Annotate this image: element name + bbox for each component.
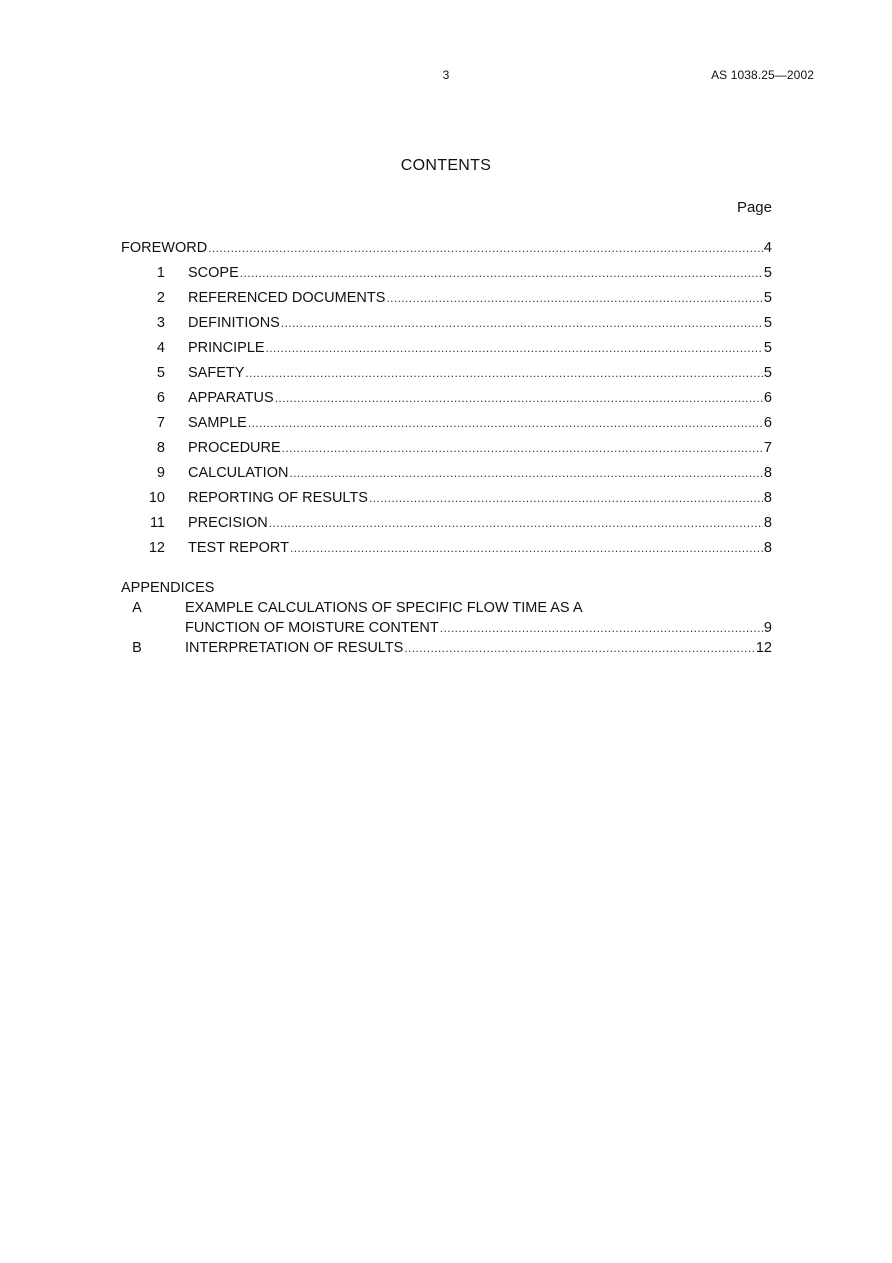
toc-entry-number: 5 — [156, 365, 165, 381]
appendix-title-line1: EXAMPLE CALCULATIONS OF SPECIFIC FLOW TIME AS A — [185, 600, 583, 616]
appendix-entry-a[interactable] — [121, 599, 772, 619]
appendix-letter: B — [132, 640, 142, 656]
dot-leader — [290, 539, 763, 557]
dot-leader — [369, 489, 763, 507]
toc-entry-number: 10 — [148, 490, 165, 506]
document-id: AS 1038.25—2002 — [711, 68, 814, 82]
toc-entry-title: REFERENCED DOCUMENTS — [188, 290, 386, 306]
toc-entry-calculation[interactable] — [121, 464, 772, 489]
table-of-contents — [121, 239, 772, 564]
toc-entry-referenced-documents[interactable] — [121, 289, 772, 314]
toc-entry-reporting-of-results[interactable] — [121, 489, 772, 514]
toc-entry-title: TEST REPORT — [188, 540, 289, 556]
toc-entry-title: APPARATUS — [188, 390, 274, 406]
appendix-letter: A — [132, 600, 142, 616]
toc-entry-title: PRECISION — [188, 515, 268, 531]
toc-entry-sample[interactable] — [121, 414, 772, 439]
toc-entry-number: 12 — [148, 540, 165, 556]
toc-entry-title: SCOPE — [188, 265, 239, 281]
toc-entry-page: 5 — [763, 340, 772, 356]
toc-entry-page: 5 — [763, 315, 772, 331]
page-column-label: Page — [736, 199, 772, 216]
appendix-page: 12 — [755, 640, 772, 656]
toc-entry-title: SAMPLE — [188, 415, 247, 431]
toc-entry-title: DEFINITIONS — [188, 315, 280, 331]
toc-entry-number: 7 — [156, 415, 165, 431]
toc-entry-number: 8 — [156, 440, 165, 456]
toc-entry-number: 3 — [156, 315, 165, 331]
toc-entry-title: PROCEDURE — [188, 440, 281, 456]
toc-entry-page: 5 — [763, 290, 772, 306]
page-number: 3 — [442, 68, 450, 82]
toc-entry-page: 6 — [763, 390, 772, 406]
dot-leader — [248, 414, 763, 432]
appendices-heading: APPENDICES — [121, 580, 215, 596]
appendix-title-line1: INTERPRETATION OF RESULTS — [185, 640, 404, 656]
toc-entry-foreword[interactable] — [121, 239, 772, 264]
toc-entry-number: 6 — [156, 390, 165, 406]
toc-entry-page: 8 — [763, 515, 772, 531]
toc-entry-number: 11 — [149, 515, 165, 531]
toc-entry-page: 5 — [763, 365, 772, 381]
appendix-title-line2: FUNCTION OF MOISTURE CONTENT — [185, 620, 439, 636]
toc-entry-number: 9 — [156, 465, 165, 481]
dot-leader — [282, 439, 763, 457]
dot-leader — [386, 289, 763, 307]
appendix-page: 9 — [763, 620, 772, 636]
toc-entry-page: 7 — [763, 440, 772, 456]
appendices-list — [121, 579, 772, 659]
toc-entry-safety[interactable] — [121, 364, 772, 389]
dot-leader — [404, 639, 755, 657]
toc-entry-title: SAFETY — [188, 365, 245, 381]
toc-entry-precision[interactable] — [121, 514, 772, 539]
toc-entry-test-report[interactable] — [121, 539, 772, 564]
dot-leader — [266, 339, 763, 357]
toc-entry-title: PRINCIPLE — [188, 340, 265, 356]
dot-leader — [281, 314, 763, 332]
toc-entry-number: 1 — [156, 265, 165, 281]
toc-entry-page: 8 — [763, 465, 772, 481]
toc-entry-number: 2 — [156, 290, 165, 306]
dot-leader — [245, 364, 763, 382]
toc-entry-principle[interactable] — [121, 339, 772, 364]
toc-entry-page: 5 — [763, 265, 772, 281]
dot-leader — [240, 264, 763, 282]
toc-entry-procedure[interactable] — [121, 439, 772, 464]
dot-leader — [208, 239, 763, 257]
toc-entry-title: FOREWORD — [121, 240, 208, 256]
dot-leader — [440, 619, 763, 637]
toc-entry-apparatus[interactable] — [121, 389, 772, 414]
dot-leader — [289, 464, 762, 482]
appendix-entry-a-continued[interactable] — [121, 619, 772, 639]
toc-entry-page: 4 — [763, 240, 772, 256]
toc-entry-number: 4 — [156, 340, 165, 356]
toc-entry-page: 8 — [763, 540, 772, 556]
toc-entry-scope[interactable] — [121, 264, 772, 289]
toc-entry-title: REPORTING OF RESULTS — [188, 490, 368, 506]
appendix-entry-b[interactable] — [121, 639, 772, 659]
toc-entry-definitions[interactable] — [121, 314, 772, 339]
contents-title: CONTENTS — [400, 157, 492, 174]
dot-leader — [269, 514, 763, 532]
toc-entry-title: CALCULATION — [188, 465, 289, 481]
dot-leader — [275, 389, 763, 407]
toc-entry-page: 8 — [763, 490, 772, 506]
toc-entry-page: 6 — [763, 415, 772, 431]
